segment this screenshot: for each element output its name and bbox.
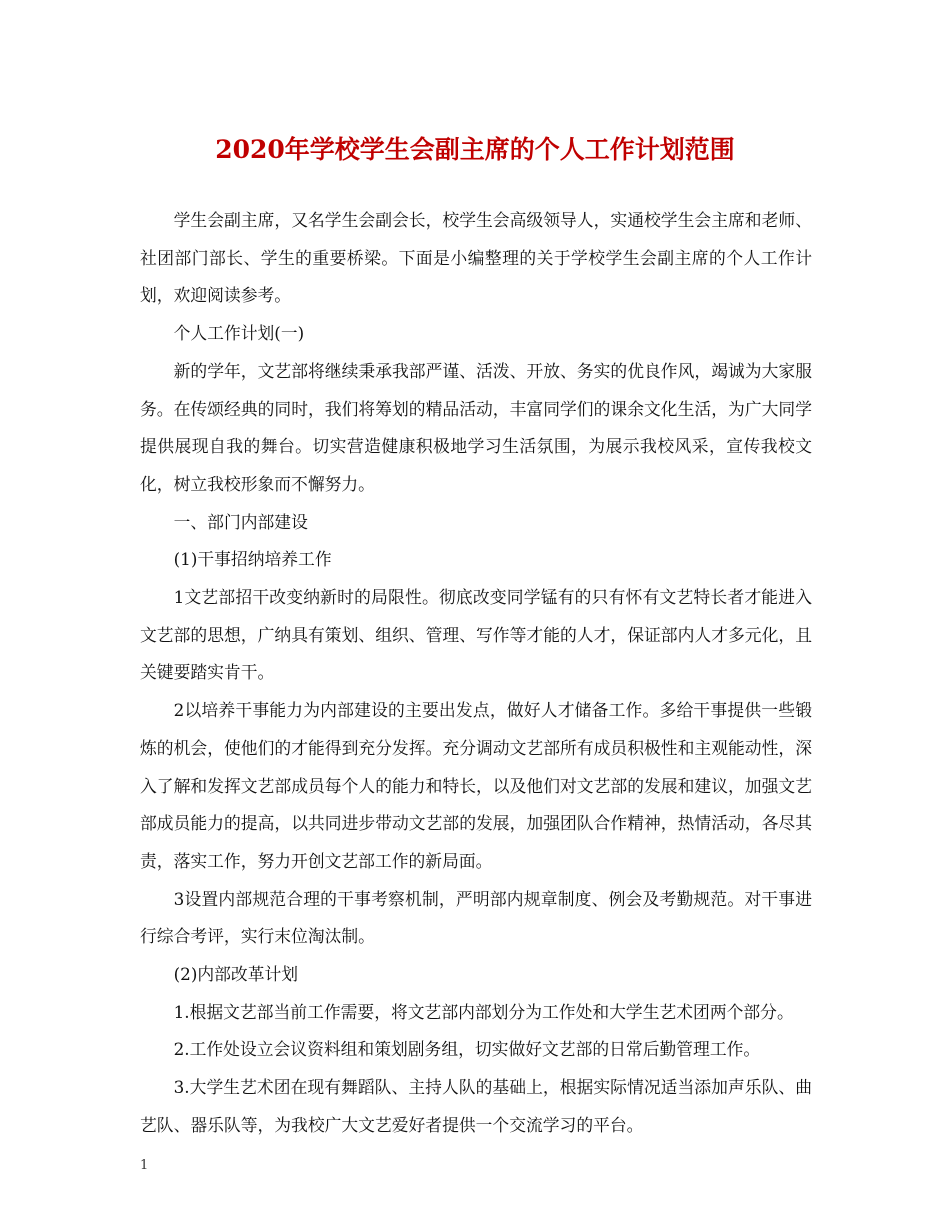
- paragraph-item-1: 1文艺部招干改变纳新时的局限性。彻底改变同学锰有的只有怀有文艺特长者才能进入文艺部的思想，广纳具有策划、组织、管理、写作等才能的人才，保证部内人才多元化，且关键要踏实肯干。: [140, 587, 812, 683]
- document-body: [140, 202, 812, 1145]
- paragraph-new-year: 新的学年，文艺部将继续秉承我部严谨、活泼、开放、务实的优良作风，竭诚为大家服务。在传颂经典的同时，我们将筹划的精品活动，丰富同学们的课余文化生活，为广大同学提供展现自我的舞台。切实营造健康积极地学习生活氛围，为展示我校风采，宣传我校文化，树立我校形象而不懈努力。: [140, 360, 812, 494]
- paragraph-item-2: 2以培养干事能力为内部建设的主要出发点，做好人才储备工作。多给干事提供一些锻炼的机会，使他们的才能得到充分发挥。充分调动文艺部所有成员积极性和主观能动性，深入了解和发挥文艺部成员每个人的能力和特长，以及他们对文艺部的发展和建议，加强文艺部成员能力的提高，以共同进步带动文艺部的发展，加强团队合作精神，热情活动，各尽其责，落实工作，努力开创文艺部工作的新局面。: [140, 700, 812, 871]
- paragraph-reform-2: 2.工作处设立会议资料组和策划剧务组，切实做好文艺部的日常后勤管理工作。: [173, 1039, 761, 1060]
- page-number: 1: [140, 1158, 149, 1173]
- paragraph-intro: 学生会副主席，又名学生会副会长，校学生会高级领导人，实通校学生会主席和老师、社团部门部长、学生的重要桥梁。下面是小编整理的关于学校学生会副主席的个人工作计划，欢迎阅读参考。: [140, 210, 812, 306]
- paragraph-reform-3: 3.大学生艺术团在现有舞蹈队、主持人队的基础上，根据实际情况适当添加声乐队、曲艺队、器乐队等，为我校广大文艺爱好者提供一个交流学习的平台。: [140, 1077, 812, 1135]
- paragraph-item-3: 3设置内部规范合理的干事考察机制，严明部内规章制度、例会及考勤规范。对干事进行综合考评，实行末位淘汰制。: [140, 888, 812, 947]
- heading-plan-one: 个人工作计划(一): [173, 323, 305, 344]
- document-title: 2020年学校学生会副主席的个人工作计划范围: [215, 135, 735, 164]
- heading-internal-construction: 一、部门内部建设: [173, 511, 308, 532]
- heading-staff-recruitment: (1)干事招纳培养工作: [173, 549, 332, 570]
- heading-reform-plan: (2)内部改革计划: [173, 964, 299, 985]
- paragraph-reform-1: 1.根据文艺部当前工作需要，将文艺部内部划分为工作处和大学生艺术团两个部分。: [173, 1001, 794, 1022]
